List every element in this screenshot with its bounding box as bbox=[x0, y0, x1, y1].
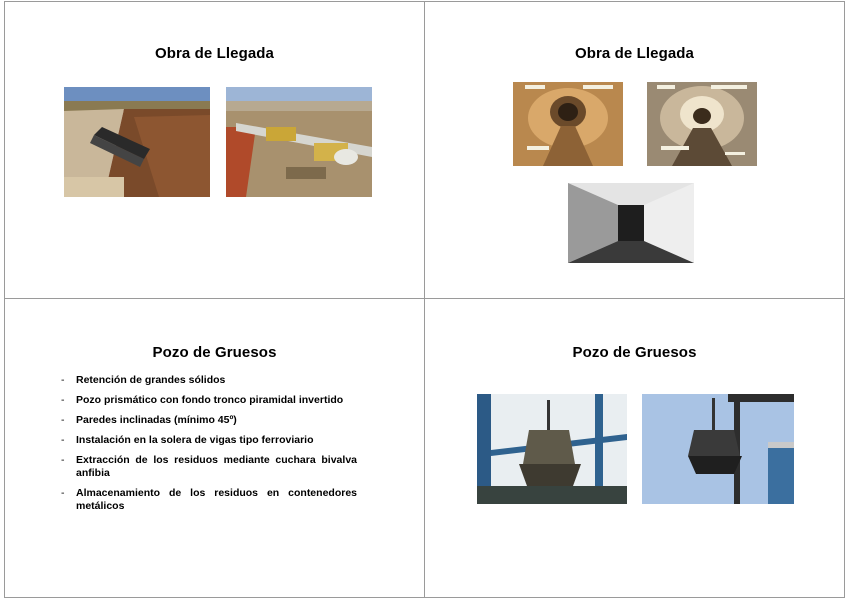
bullet-marker: - bbox=[61, 454, 65, 466]
bullet-item bbox=[61, 487, 357, 513]
bullet-text: Extracción de los residuos mediante cuchara bivalva anfibia bbox=[76, 454, 357, 479]
pipe-laying-machinery-photo bbox=[226, 87, 372, 197]
bullet-item bbox=[61, 434, 357, 447]
slide-title: Obra de Llegada bbox=[154, 45, 275, 62]
slide-1 bbox=[4, 1, 425, 299]
trench-pipe-photo bbox=[64, 87, 210, 197]
slide-3 bbox=[4, 298, 425, 598]
bullet-list bbox=[61, 374, 357, 520]
bullet-marker: - bbox=[61, 414, 65, 426]
clamshell-bucket-photo-1 bbox=[477, 394, 627, 504]
bullet-text: Pozo prismático con fondo tronco piramidal invertido bbox=[76, 394, 344, 406]
slide-2 bbox=[424, 1, 845, 299]
bullet-marker: - bbox=[61, 434, 65, 446]
bullet-item bbox=[61, 414, 357, 427]
slide-title: Obra de Llegada bbox=[574, 45, 695, 62]
bullet-text: Retención de grandes sólidos bbox=[76, 374, 226, 386]
bullet-marker: - bbox=[61, 374, 65, 386]
bullet-item bbox=[61, 394, 357, 407]
bullet-text: Almacenamiento de los residuos en contenedores metálicos bbox=[76, 487, 357, 512]
slide-4 bbox=[424, 298, 845, 598]
pipe-interior-inspection-photo-2 bbox=[647, 82, 757, 166]
bullet-marker: - bbox=[61, 487, 65, 499]
bullet-item bbox=[61, 454, 357, 480]
clamshell-bucket-photo-2 bbox=[642, 394, 794, 504]
bullet-item bbox=[61, 374, 357, 387]
pipe-interior-inspection-photo-1 bbox=[513, 82, 623, 166]
slide-title: Pozo de Gruesos bbox=[152, 344, 277, 361]
bullet-marker: - bbox=[61, 394, 65, 406]
slide-title: Pozo de Gruesos bbox=[572, 344, 697, 361]
bullet-text: Instalación en la solera de vigas tipo ferroviario bbox=[76, 434, 314, 446]
bullet-text: Paredes inclinadas (mínimo 45º) bbox=[76, 414, 237, 426]
tunnel-interior-photo bbox=[568, 183, 694, 263]
